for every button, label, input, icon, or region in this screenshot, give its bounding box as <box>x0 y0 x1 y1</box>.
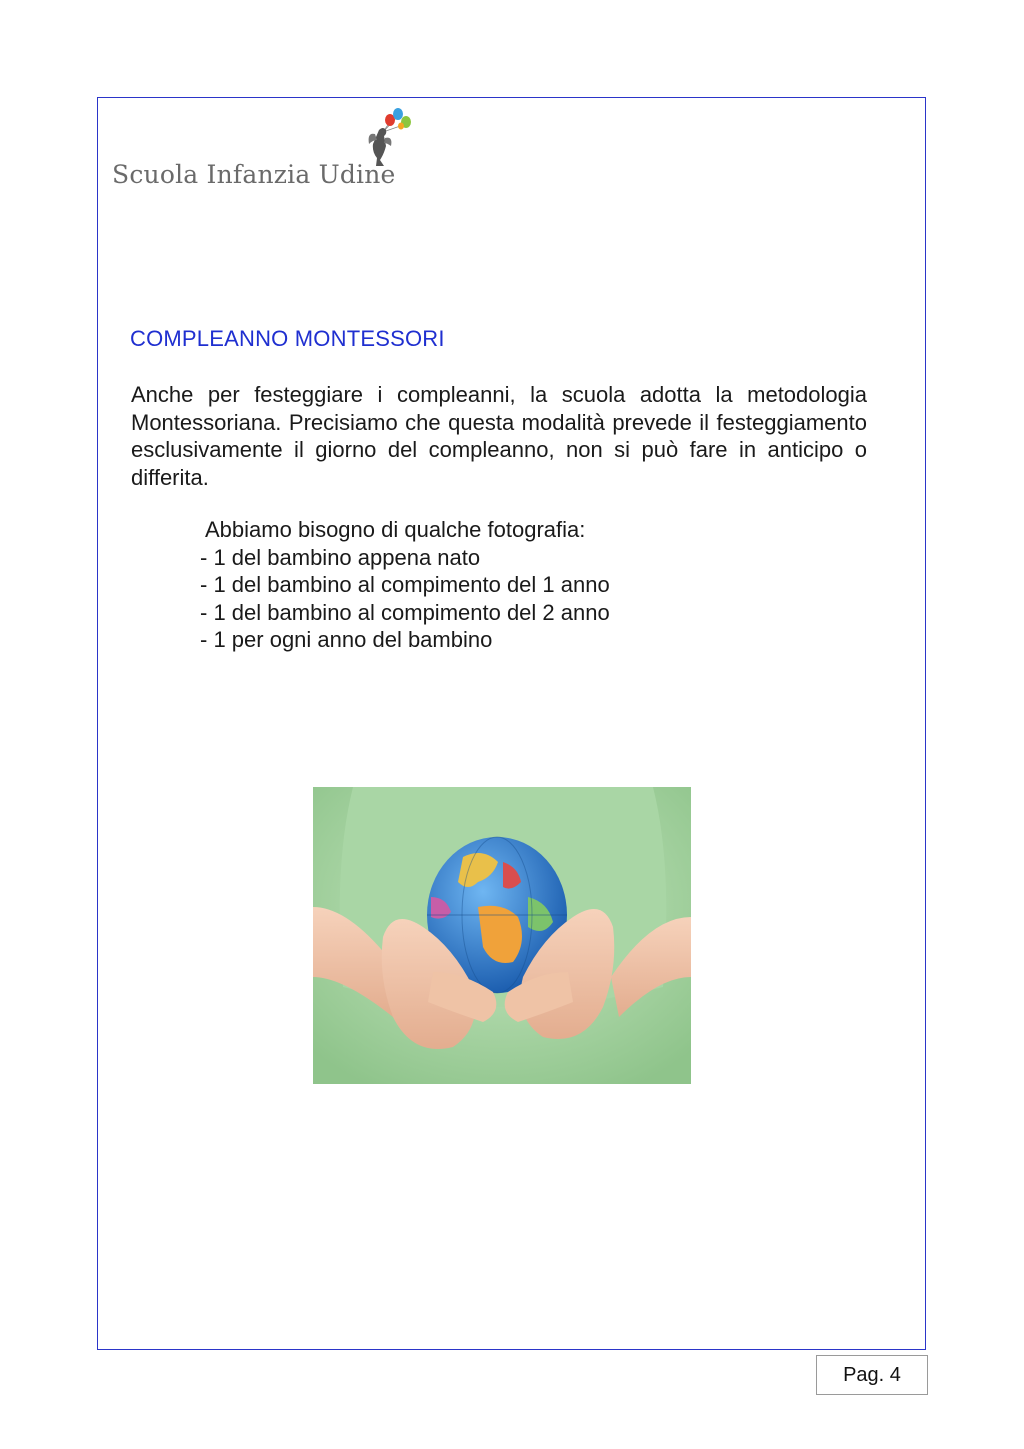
photos-section <box>200 516 610 654</box>
list-item: - 1 del bambino al compimento del 1 anno <box>200 571 610 599</box>
school-name: Scuola Infanzia Udine <box>112 160 396 189</box>
list-item: - 1 per ogni anno del bambino <box>200 626 610 654</box>
list-item: - 1 del bambino al compimento del 2 anno <box>200 599 610 627</box>
list-item: - 1 del bambino appena nato <box>200 544 610 572</box>
page-title: COMPLEANNO MONTESSORI <box>130 326 445 351</box>
child-holding-globe-photo <box>313 787 691 1084</box>
page-border <box>97 97 926 1350</box>
school-logo <box>112 108 432 198</box>
intro-paragraph: Anche per festeggiare i compleanni, la scuola adotta la metodologia Montessoriana. Precisiamo che questa modalità prevede il festeggiamento esclusivamente il giorno del compleanno, non si può fare in anticipo o differita. <box>131 382 867 490</box>
photos-heading: Abbiamo bisogno di qualche fotografia: <box>205 517 586 542</box>
fairy-with-balloons-icon <box>357 108 427 168</box>
page-number: Pag. 4 <box>816 1355 928 1395</box>
photos-list <box>200 544 610 654</box>
